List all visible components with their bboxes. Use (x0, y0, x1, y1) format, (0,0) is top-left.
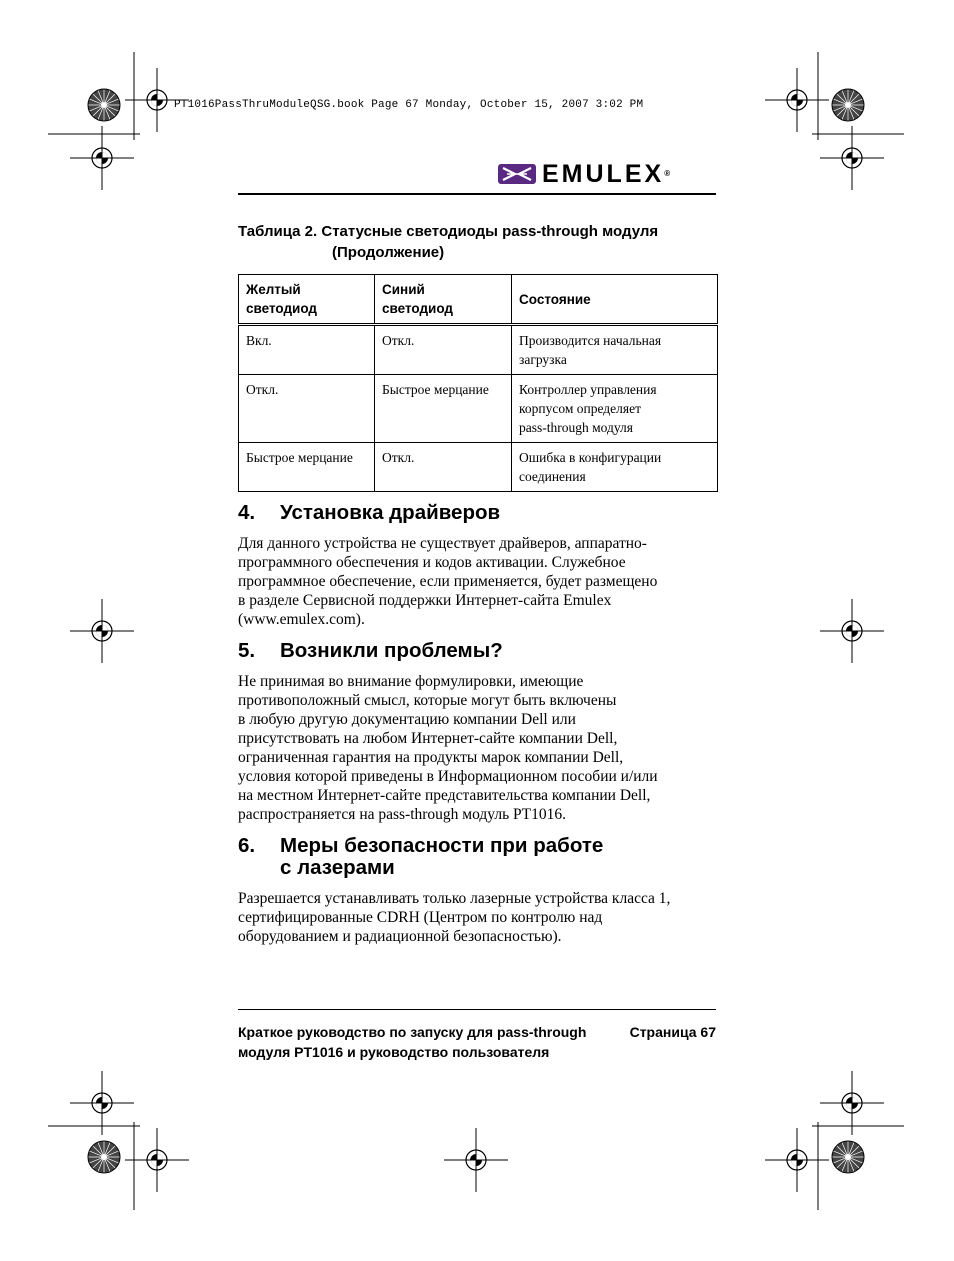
page-number: Страница 67 (629, 1024, 716, 1040)
page-footer (238, 1022, 716, 1062)
footer-rule (238, 1009, 716, 1010)
cell-blue: Откл. (375, 443, 512, 492)
led-status-table (238, 274, 718, 492)
header-rule (238, 193, 716, 195)
table-row (239, 443, 718, 492)
cell-state: Производится начальная загрузка (512, 325, 718, 375)
cell-yellow: Быстрое мерцание (239, 443, 375, 492)
table-caption-line2: (Продолжение) (332, 244, 445, 261)
col-header-blue-led: Синий светодиод (375, 275, 512, 325)
col-header-state: Состояние (512, 275, 718, 325)
color-wheel-bottom-right (832, 1141, 864, 1173)
logo-wordmark: EMULEX® (542, 160, 671, 188)
section-4-body: Для данного устройства не существует драйверов, аппаратно- программного обеспечения и кодов активации. Служебное программное обеспечение, если применяется, будет размещено в разделе Сервисной поддержки Интернет-сайта Emulex (www.emulex.com). (238, 535, 658, 628)
section-4-title: 4. Установка драйверов (238, 501, 501, 524)
table-caption-line1: Таблица 2. Статусные светодиоды pass-through модуля (238, 223, 659, 240)
color-wheel-bottom-left (88, 1141, 120, 1173)
running-head: PT1016PassThruModuleQSG.book Page 67 Monday, October 15, 2007 3:02 PM (174, 99, 644, 111)
footer-title-line2: модуля PT1016 и руководство пользователя (238, 1044, 550, 1060)
cell-blue: Откл. (375, 325, 512, 375)
cell-blue: Быстрое мерцание (375, 375, 512, 443)
color-wheel-top-right (832, 89, 864, 121)
section-5-body: Не принимая во внимание формулировки, имеющие противоположный смысл, которые могут быть включены в любую другую документацию компании Dell или присутствовать на любом Интернет-сайте компании Dell, ограниченная гарантия на продукты марок компании Dell, условия которой приведены в Информационном пособии и/или на местном Интернет-сайте представительства компании Dell, распространяется на pass-through модуль PT1016. (238, 673, 658, 823)
section-5-title: 5. Возникли проблемы? (238, 639, 503, 662)
col-header-yellow-led: Желтый светодиод (239, 275, 375, 325)
section-6-body: Разрешается устанавливать только лазерные устройства класса 1, сертифицированные CDRH (Центром по контролю над оборудованием и радиационной безопасностью). (238, 890, 671, 945)
footer-title-line1: Краткое руководство по запуску для pass-through (238, 1024, 587, 1040)
cell-state: Ошибка в конфигурации соединения (512, 443, 718, 492)
section-6-title: 6. Меры безопасности при работе с лазерами (238, 834, 604, 879)
cell-yellow: Вкл. (239, 325, 375, 375)
cell-yellow: Откл. (239, 375, 375, 443)
color-wheel-top-left (88, 89, 120, 121)
emulex-logo (498, 160, 670, 188)
emulex-logo-icon (498, 161, 536, 187)
cell-state: Контроллер управления корпусом определяет pass-through модуля (512, 375, 718, 443)
table-header-row (239, 275, 718, 325)
table-row (239, 375, 718, 443)
table-row (239, 325, 718, 375)
table-caption (238, 221, 718, 263)
